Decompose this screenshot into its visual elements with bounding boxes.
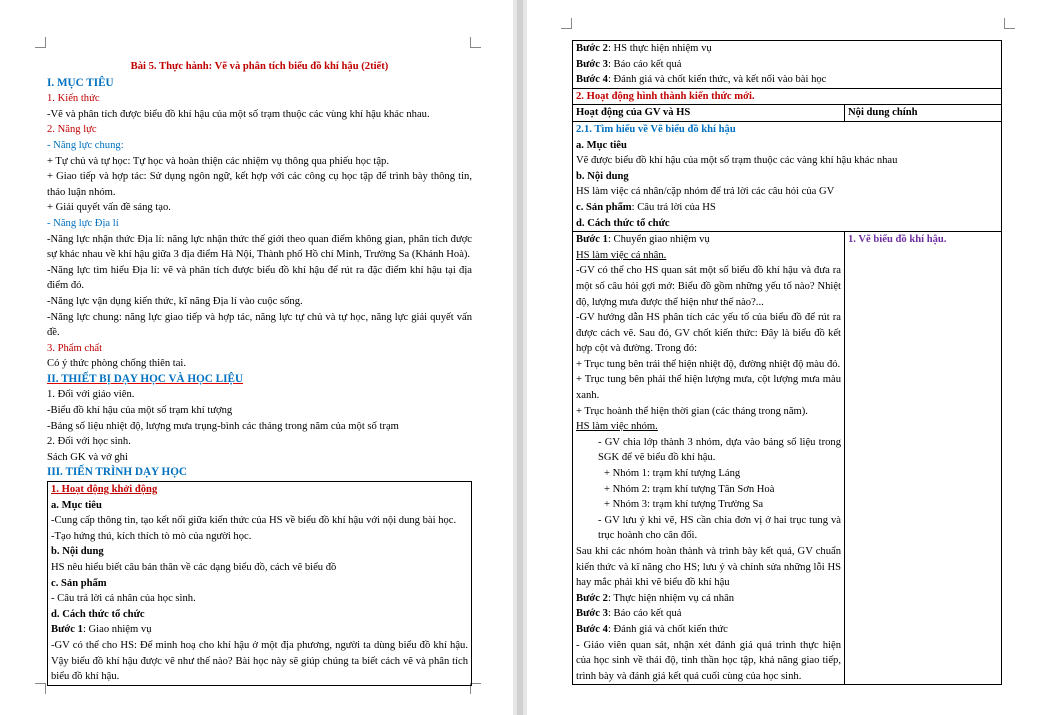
activity-heading: 2. Hoạt động hình thành kiến thức mới. xyxy=(573,88,1002,105)
paragraph: + Trục tung bên phải thể hiện lượng mưa, cột lượng mưa màu xanh. xyxy=(576,374,841,402)
step-line xyxy=(576,591,841,607)
list-item: + Nhóm 3: trạm khí tượng Trường Sa xyxy=(604,499,764,511)
table-cell xyxy=(573,41,1002,89)
paragraph: + Trục tung bên trái thể hiện nhiệt độ, đường nhiệt độ màu đỏ. xyxy=(576,358,841,370)
content-heading: 1. Vẽ biểu đồ khí hậu. xyxy=(848,234,947,246)
subheading: b. Nội dung xyxy=(51,546,104,558)
step-text: : Giao nhiệm vụ xyxy=(82,624,152,636)
step-text: : Đánh giá và chốt kiến thức xyxy=(607,623,728,635)
column-header-nd: Nội dung chính xyxy=(845,105,1002,122)
paragraph: -GV hướng dẫn HS phân tích các yếu tố của biểu đồ để rút ra được cách vẽ. Sau đó, GV chốt kiến thức: Đây là biểu đồ kết hợp cột và đường. Trong đó: xyxy=(576,312,841,355)
list-item: + Nhóm 2: trạm khí tượng Tân Sơn Hoà xyxy=(604,483,775,495)
subheading: d. Cách thức tổ chức xyxy=(576,217,670,229)
paragraph: HS nêu hiểu biết câu bản thân về các dạng biểu đồ, cách vẽ biểu đồ xyxy=(51,562,337,573)
table-row xyxy=(573,88,1002,105)
step-label: Bước 2 xyxy=(576,43,608,54)
page-left-content xyxy=(47,59,472,686)
step-line xyxy=(576,232,841,248)
paragraph: -Năng lực tìm hiểu Địa lí: vẽ và phân tích được biểu đồ khí hậu để rút ra đặc điểm khí hậu tại địa điểm đó. xyxy=(47,264,472,292)
paragraph: + Trục hoành thể hiện thời gian (các tháng trong năm). xyxy=(576,405,808,417)
step-label: Bước 4 xyxy=(576,623,608,635)
step-text: : Câu trả lời của HS xyxy=(631,201,716,213)
paragraph: Sách GK và vở ghi xyxy=(47,451,128,463)
crop-mark xyxy=(35,683,46,694)
page-right-content xyxy=(572,40,1002,685)
paragraph: -Năng lực nhận thức Địa lí: năng lực nhận thức thế giới theo quan điểm không gian, phân tích được sự khác nhau về khí hậu giữa 3 địa điểm Hà Nội, Thành phố Hồ chí Minh, Trường Sa (Khánh Hoà). xyxy=(47,233,472,261)
paragraph: - Giáo viên quan sát, nhận xét đánh giá quá trình thực hiện của học sinh về thái độ, tinh thần học tập, khả năng giao tiếp, trình bày và đánh giá kết quả cuối cùng của học sinh. xyxy=(576,639,841,682)
paragraph: -Năng lực vận dụng kiến thức, kĩ năng Địa lí vào cuộc sống. xyxy=(47,295,303,307)
crop-mark xyxy=(470,37,481,48)
paragraph: -GV có thể cho HS quan sát một số biểu đồ khí hậu và đưa ra một số câu hỏi gợi mở: Biểu đồ gồm những yếu tố nào? Nhiệt độ, lượng mưa được thể hiện như thế nào?... xyxy=(576,265,841,308)
step-line xyxy=(576,200,998,216)
step-text: : Thực hiện nhiệm vụ cá nhân xyxy=(607,592,735,604)
activity-box xyxy=(47,481,472,686)
step-label: Bước 1 xyxy=(576,234,608,246)
paragraph: -Cung cấp thông tin, tạo kết nối giữa kiến thức của HS về biểu đồ khí hậu với nội dung bài học. xyxy=(51,515,457,527)
paragraph: - GV chia lớp thành 3 nhóm, dựa vào bảng số liệu trong SGK để vẽ biểu đồ khí hậu. xyxy=(598,436,841,464)
step-text: : Báo cáo kết quả xyxy=(607,608,682,620)
subheading: b. Nội dung xyxy=(576,170,629,182)
paragraph: HS làm việc cá nhân. xyxy=(576,249,667,261)
paragraph: Vẽ được biểu đồ khí hậu của một số trạm thuộc các vàng khí hậu khác nhau xyxy=(576,155,898,167)
table-header-row xyxy=(573,105,1002,122)
document-page-left xyxy=(0,0,513,715)
section-2-1-heading: 2.1. Tìm hiểu về Vẽ biểu đồ khí hậu xyxy=(576,123,736,135)
step-label: Bước 3 xyxy=(576,608,608,620)
paragraph: -GV có thể cho HS: Để minh hoạ cho khí hậu ở một địa phương, người ta dùng biểu đồ khí hậu. Vậy biểu đồ khí hậu được vẽ như thế nào? Bài học này sẽ giúp chúng ta biết cách vẽ và phân tích biểu đồ khí hậu. xyxy=(51,639,468,683)
table-cell-nd xyxy=(845,232,1002,685)
lesson-title: Bài 5. Thực hành: Vẽ và phân tích biểu đồ khí hậu (2tiết) xyxy=(130,61,389,72)
column-header-gv: Hoạt động của GV và HS xyxy=(573,105,845,122)
step-label: Bước 1 xyxy=(51,624,83,636)
step-line xyxy=(576,622,841,638)
subheading-nang-luc-dia-li: - Năng lực Địa lí xyxy=(47,217,119,229)
subheading: a. Mục tiêu xyxy=(576,139,627,151)
document-page-right xyxy=(527,0,1042,715)
paragraph: + Giải quyết vấn đề sáng tạo. xyxy=(47,202,171,214)
crop-mark xyxy=(561,18,572,29)
page-gap-bar xyxy=(517,0,523,715)
lesson-table xyxy=(572,40,1002,685)
step-text: : Đánh giá và chốt kiến thức, và kết nối vào bài học xyxy=(607,74,827,86)
subheading-nang-luc: 2. Năng lực xyxy=(47,124,97,136)
step-label: Bước 4 xyxy=(576,74,608,86)
activity-heading: 1. Hoạt động khởi động xyxy=(51,484,158,496)
paragraph: -Bảng số liệu nhiệt độ, lượng mưa trụng-bình các tháng trong năm của một số trạm xyxy=(47,420,399,432)
paragraph: -Vẽ và phân tích được biểu đồ khí hậu của một số trạm thuộc các vùng khí hậu khác nhau. xyxy=(47,108,430,120)
subheading-kien-thuc: 1. Kiến thức xyxy=(47,93,100,105)
page-gap xyxy=(513,0,527,715)
table-row xyxy=(573,121,1002,231)
paragraph: + Giao tiếp và hợp tác: Sử dụng ngôn ngữ, kết hợp với các công cụ học tập để trình bày thông tin, thảo luận nhóm. xyxy=(47,171,472,198)
paragraph: 1. Đối với giáo viên. xyxy=(47,389,135,401)
crop-mark xyxy=(35,37,46,48)
step-line xyxy=(576,72,998,88)
table-cell xyxy=(573,121,1002,231)
paragraph: Có ý thức phòng chống thiên tai. xyxy=(47,358,187,370)
list-item: + Nhóm 1: trạm khí tượng Láng xyxy=(604,468,741,480)
paragraph: -Năng lực chung: năng lực giao tiếp và hợp tác, năng lực tự chủ và tự học, năng lực giải quyết vấn đề. xyxy=(47,311,472,339)
step-line xyxy=(576,41,998,57)
paragraph: HS làm việc cá nhân/cặp nhóm để trả lời các câu hỏi của GV xyxy=(576,186,835,198)
subheading-pham-chat: 3. Phẩm chất xyxy=(47,342,103,354)
step-line xyxy=(576,606,841,622)
step-line xyxy=(576,57,998,73)
crop-mark xyxy=(1004,18,1015,29)
paragraph: 2. Đối với học sinh. xyxy=(47,436,131,448)
paragraph: + Tự chủ và tự học: Tự học và hoàn thiện các nhiệm vụ thông qua phiếu học tập. xyxy=(47,155,390,167)
subheading: d. Cách thức tổ chức xyxy=(51,608,145,620)
subheading: c. Sản phẩm xyxy=(576,201,632,213)
table-row xyxy=(573,232,1002,685)
subheading: a. Mục tiêu xyxy=(51,499,102,511)
section-heading-tien-trinh: III. TIẾN TRÌNH DẠY HỌC xyxy=(47,466,187,479)
paragraph: Sau khi các nhóm hoàn thành và trình bày kết quả, GV chuẩn kiến thức và kĩ năng cho HS; lưu ý và chỉnh sửa những lỗi HS hay mắc phải khi vẽ biểu đồ khí hậu xyxy=(576,546,841,589)
step-text: : Báo cáo kết quả xyxy=(607,58,682,70)
step-text: : HS thực hiện nhiệm vụ xyxy=(607,43,712,54)
step-text: : Chuyển giao nhiệm vụ xyxy=(607,234,710,246)
subheading-nang-luc-chung: - Năng lực chung: xyxy=(47,139,124,151)
section-heading-thiet-bi: II. THIẾT BỊ DẠY HỌC VÀ HỌC LIỆU xyxy=(47,372,244,385)
paragraph: -Tạo hứng thú, kích thích tò mò của người học. xyxy=(51,530,252,542)
step-label: Bước 2 xyxy=(576,592,608,604)
paragraph: -Biểu đồ khí hậu của một số trạm khí tượng xyxy=(47,405,233,417)
section-heading-muc-tieu: I. MỤC TIÊU xyxy=(47,76,114,89)
step-line xyxy=(51,622,468,638)
paragraph: - Câu trả lời cá nhân của học sinh. xyxy=(51,593,196,605)
step-label: Bước 3 xyxy=(576,58,608,70)
paragraph: - GV lưu ý khi vẽ, HS cần chia đơn vị ở hai trục tung và trục hoành cho cân đối. xyxy=(598,514,841,542)
subheading: c. Sản phẩm xyxy=(51,577,107,589)
table-row xyxy=(573,41,1002,89)
table-cell-gv xyxy=(573,232,845,685)
paragraph: HS làm việc nhóm. xyxy=(576,421,658,433)
